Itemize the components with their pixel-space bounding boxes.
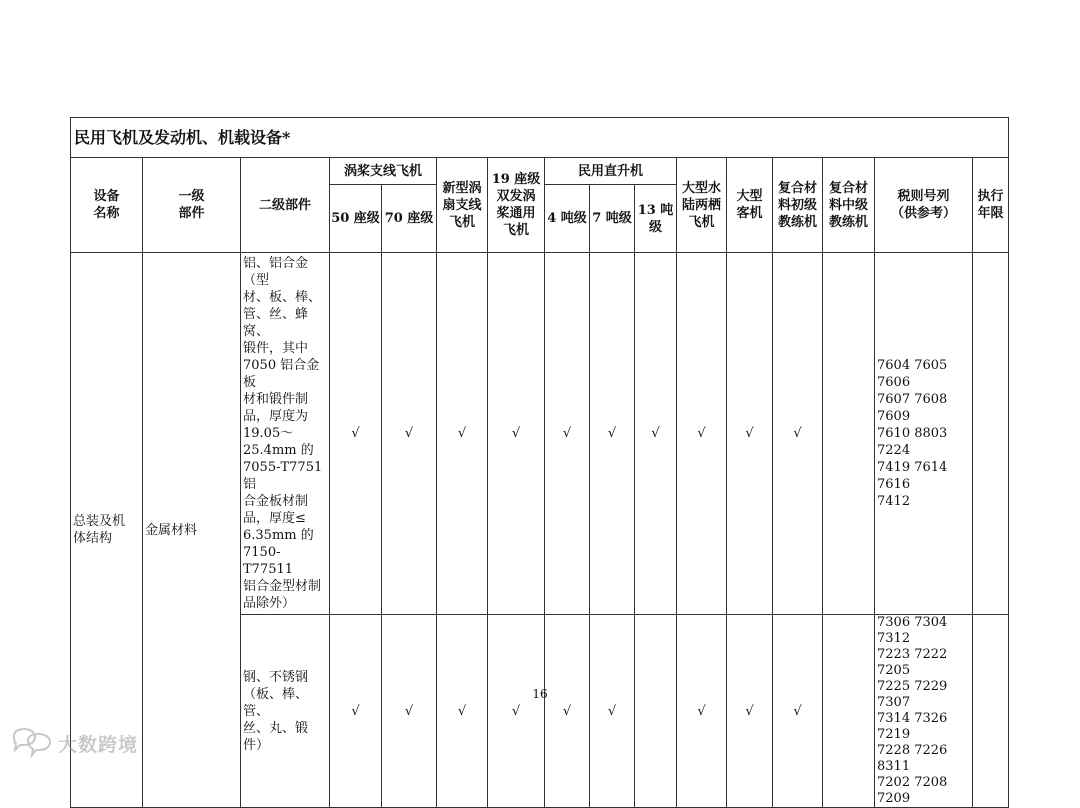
header-ton7: 7 吨级: [590, 185, 635, 253]
watermark: [8, 726, 138, 760]
check-ton13: [635, 615, 677, 808]
header-new-turbofan: 新型涡 扇支线 飞机: [437, 158, 488, 253]
header-turboprop-group: 涡桨支线飞机: [330, 158, 437, 185]
check-seat70: √: [382, 615, 437, 808]
check-large-airliner: √: [727, 615, 773, 808]
header-composite-primary: 复合材 料初级 教练机: [773, 158, 823, 253]
check-amphibious: √: [677, 253, 727, 615]
check-new-turbofan: √: [437, 615, 488, 808]
header-exec-years: 执行 年限: [973, 158, 1009, 253]
header-row-1: [71, 158, 1009, 185]
check-ton4: √: [545, 253, 590, 615]
cell-exec-years: [973, 615, 1009, 808]
watermark-text: 大数跨境: [58, 733, 139, 756]
cell-level2: 铝、铝合金（型 材、板、棒、 管、丝、蜂窝、 锻件，其中 7050 铝合金板 材和锻件制 品，厚度为 19.05～ 25.4mm 的 7055-T7751 铝 合金板材制 品，厚度≤ 6.35mm 的 7150-T77511 铝合金型材制 品除外）: [241, 253, 330, 615]
check-seat50: √: [330, 615, 382, 808]
check-composite-primary: √: [773, 615, 823, 808]
speech-bubble-logo-icon: [8, 728, 54, 758]
header-level2: 二级部件: [241, 158, 330, 253]
cell-level2: 钢、不锈钢 （板、棒、管、 丝、丸、锻件）: [241, 615, 330, 808]
check-seat19: √: [488, 253, 545, 615]
check-large-airliner: √: [727, 253, 773, 615]
header-device-name: 设备 名称: [71, 158, 143, 253]
cell-device-name: 总装及机 体结构: [71, 253, 143, 808]
check-composite-intermediate: [823, 253, 875, 615]
header-ton13: 13 吨 级: [635, 185, 677, 253]
table-title-row: [71, 118, 1009, 158]
check-ton13: √: [635, 253, 677, 615]
header-ton4: 4 吨级: [545, 185, 590, 253]
table-row: [71, 253, 1009, 615]
header-tariff: 税则号列 （供参考）: [875, 158, 973, 253]
header-seat50: 50 座级: [330, 185, 382, 253]
header-level1: 一级 部件: [143, 158, 241, 253]
page-number: 16: [532, 687, 548, 701]
header-seat70: 70 座级: [382, 185, 437, 253]
check-seat19: √: [488, 615, 545, 808]
cell-tariff: 7306 7304 7312 7223 7222 7205 7225 7229 7307 7314 7326 7219 7228 7226 8311 7202 7208 7209: [875, 615, 973, 808]
cell-tariff: 7604 7605 7606 7607 7608 7609 7610 8803 7224 7419 7614 7616 7412: [875, 253, 973, 615]
header-seat19: 19 座级 双发涡 桨通用 飞机: [488, 158, 545, 253]
check-ton7: √: [590, 253, 635, 615]
check-seat50: √: [330, 253, 382, 615]
check-amphibious: √: [677, 615, 727, 808]
check-composite-intermediate: [823, 615, 875, 808]
check-composite-primary: √: [773, 253, 823, 615]
cell-exec-years: [973, 253, 1009, 615]
equipment-table: [70, 117, 1009, 808]
check-new-turbofan: √: [437, 253, 488, 615]
check-ton7: √: [590, 615, 635, 808]
check-seat70: √: [382, 253, 437, 615]
table-title: 民用飞机及发动机、机载设备*: [71, 118, 1009, 158]
cell-level1: 金属材料: [143, 253, 241, 808]
header-large-airliner: 大型 客机: [727, 158, 773, 253]
header-amphibious: 大型水 陆两栖 飞机: [677, 158, 727, 253]
check-ton4: √: [545, 615, 590, 808]
header-composite-intermediate: 复合材 料中级 教练机: [823, 158, 875, 253]
header-heli-group: 民用直升机: [545, 158, 677, 185]
